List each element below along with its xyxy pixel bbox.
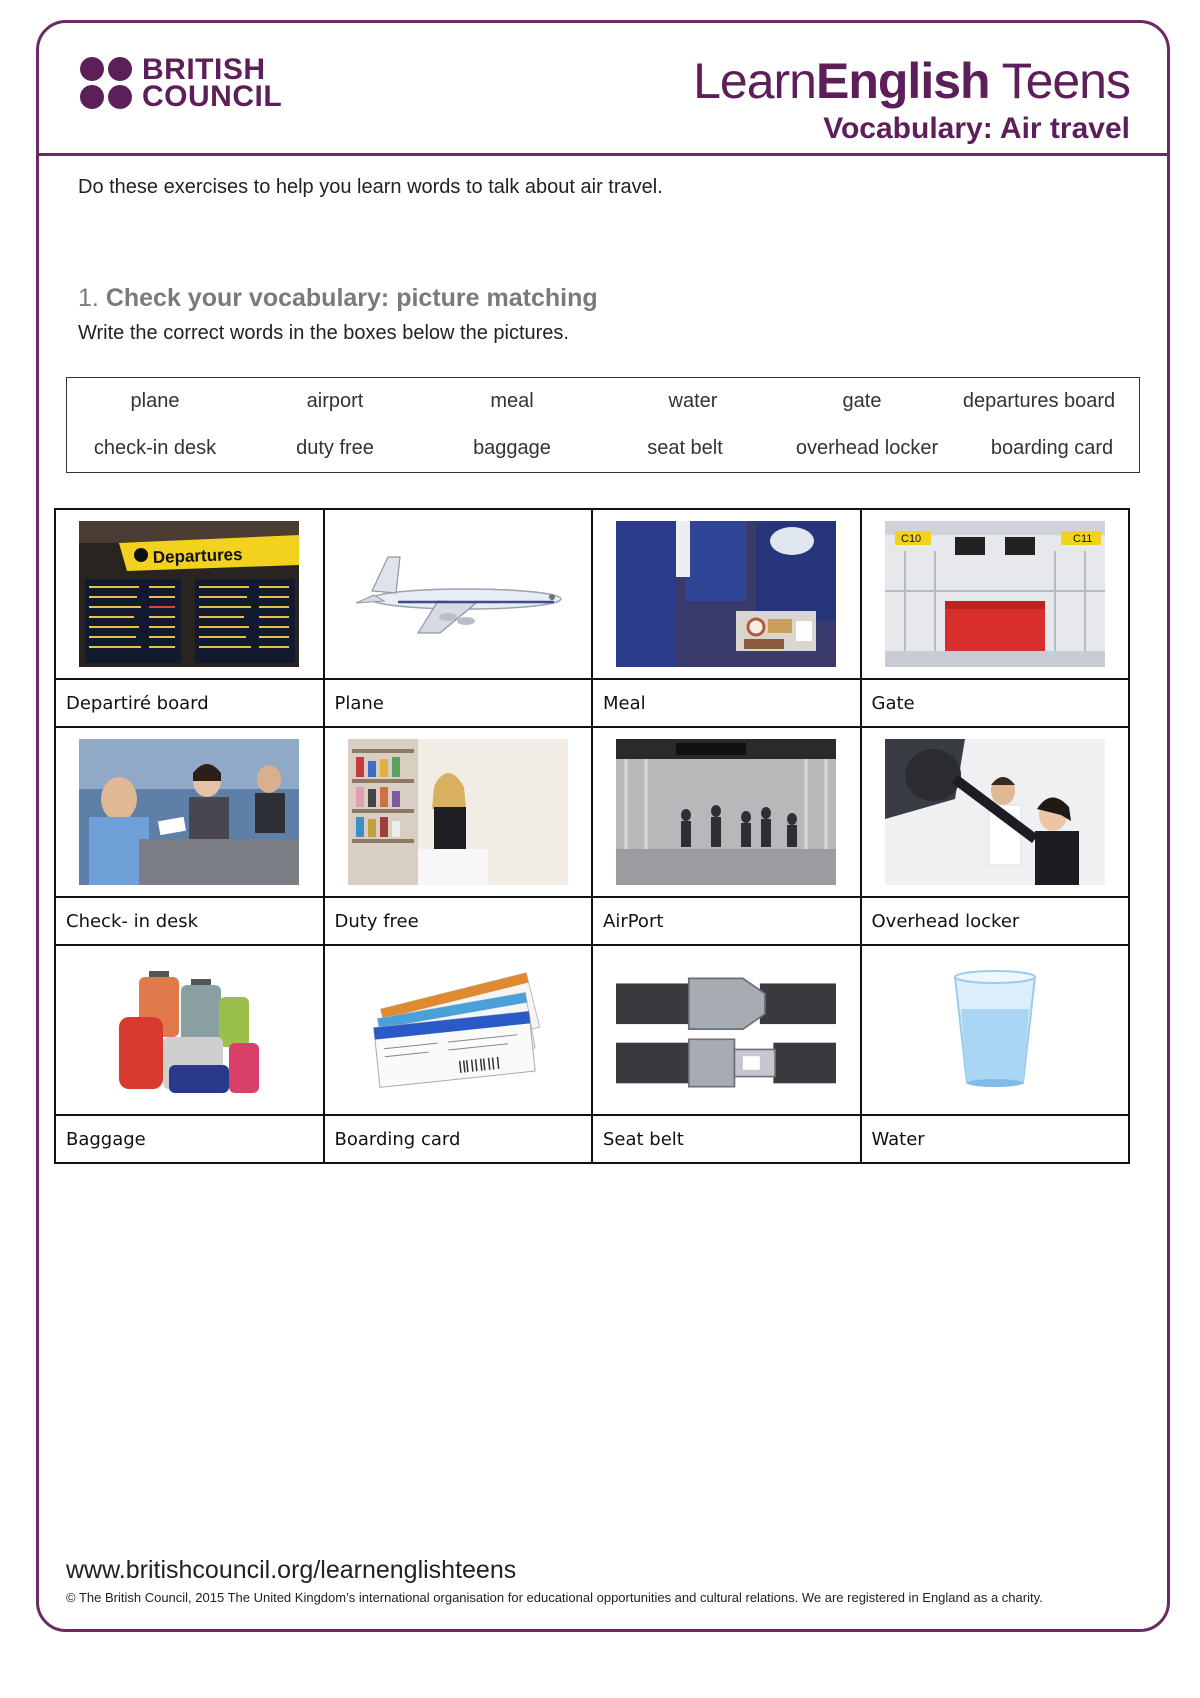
word-bank-item: water <box>668 390 718 412</box>
plane-photo-icon <box>348 521 568 667</box>
answer-box[interactable]: Duty free <box>324 897 593 945</box>
word-bank-item: duty free <box>296 437 374 459</box>
exercise-instruction: Write the correct words in the boxes below the pictures. <box>78 322 569 344</box>
picture-cell <box>55 945 324 1115</box>
word-bank-item: meal <box>490 390 534 412</box>
copyright-note: © The British Council, 2015 The United Kingdom’s international organisation for educational opportunities and cultural relations. We are registered in England as a charity. <box>66 1590 1043 1605</box>
answer-box[interactable]: AirPort <box>592 897 861 945</box>
picture-cell <box>324 945 593 1115</box>
departures-board-photo-icon <box>79 521 299 667</box>
check-in-desk-photo-icon <box>79 739 299 885</box>
picture-cell <box>861 727 1130 897</box>
overhead-locker-photo-icon <box>885 739 1105 885</box>
picture-cell <box>861 509 1130 679</box>
word-bank-item: check-in desk <box>93 437 217 459</box>
word-bank <box>66 377 1140 473</box>
answer-box[interactable]: Meal <box>592 679 861 727</box>
logo-line-1: BRITISH <box>142 53 266 86</box>
seat-belt-photo-icon <box>616 957 836 1103</box>
boarding-card-photo-icon <box>348 957 568 1103</box>
picture-cell <box>592 945 861 1115</box>
word-bank-item: plane <box>130 390 180 412</box>
baggage-photo-icon <box>79 957 299 1103</box>
word-bank-item: overhead locker <box>795 437 939 459</box>
duty-free-photo-icon <box>348 739 568 885</box>
logo-line-2: COUNCIL <box>142 80 283 113</box>
word-bank-item: boarding card <box>990 437 1114 459</box>
gate-c11-text: C11 <box>1072 533 1093 545</box>
picture-cell <box>324 727 593 897</box>
answer-box[interactable]: Seat belt <box>592 1115 861 1163</box>
word-bank-item: airport <box>306 390 364 412</box>
picture-cell <box>55 727 324 897</box>
answer-box[interactable]: Overhead locker <box>861 897 1130 945</box>
answer-box[interactable]: Plane <box>324 679 593 727</box>
answer-box[interactable]: Baggage <box>55 1115 324 1163</box>
worksheet-title: Vocabulary: Air travel <box>823 112 1130 145</box>
header-divider <box>36 153 1170 156</box>
picture-cell <box>592 727 861 897</box>
logo-dots-icon <box>80 57 132 109</box>
gate-photo-icon <box>885 521 1105 667</box>
picture-cell <box>592 509 861 679</box>
word-bank-item: departures board <box>962 390 1116 412</box>
answer-box[interactable]: Water <box>861 1115 1130 1163</box>
departures-sign-text: Departures <box>152 544 244 567</box>
gate-c10-text: C10 <box>900 533 921 545</box>
airport-photo-icon <box>616 739 836 885</box>
picture-matching-grid <box>54 508 1130 1164</box>
picture-cell <box>861 945 1130 1115</box>
answer-box[interactable]: Departiré board <box>55 679 324 727</box>
intro-text: Do these exercises to help you learn words to talk about air travel. <box>78 176 663 198</box>
learnenglish-teens-title: LearnEnglish Teens <box>693 53 1130 109</box>
british-council-logo <box>80 53 283 113</box>
water-photo-icon <box>885 957 1105 1103</box>
word-bank-item: baggage <box>473 437 551 459</box>
word-bank-item: seat belt <box>647 437 723 459</box>
picture-cell <box>55 509 324 679</box>
answer-box[interactable]: Boarding card <box>324 1115 593 1163</box>
meal-photo-icon <box>616 521 836 667</box>
exercise-heading: 1. Check your vocabulary: picture matching <box>78 284 598 312</box>
footer-url[interactable]: www.britishcouncil.org/learnenglishteens <box>66 1556 517 1584</box>
answer-box[interactable]: Check- in desk <box>55 897 324 945</box>
word-bank-item: gate <box>842 390 882 412</box>
picture-cell <box>324 509 593 679</box>
answer-box[interactable]: Gate <box>861 679 1130 727</box>
